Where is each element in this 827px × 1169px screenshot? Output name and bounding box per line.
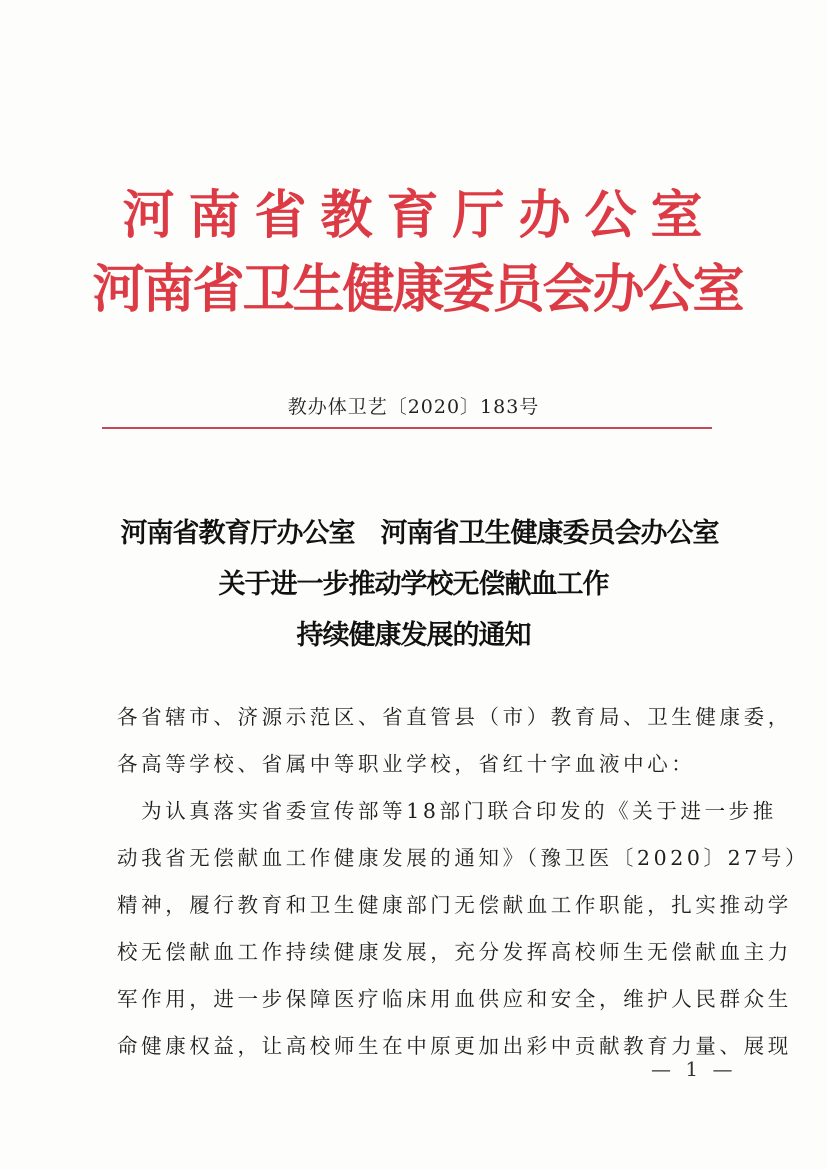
body-line: 军作用，进一步保障医疗临床用血供应和安全，维护人民群众生 [117, 987, 792, 1011]
body-line: 各省辖市、济源示范区、省直管县（市）教育局、卫生健康委， [117, 705, 792, 729]
body-line: 动我省无偿献血工作健康发展的通知》（豫卫医〔2020〕27号） [117, 846, 810, 870]
document-number: 教办体卫艺〔2020〕183号 [287, 396, 540, 418]
body-line: 各高等学校、省属中等职业学校，省红十字血液中心： [117, 752, 696, 776]
body-line: 为认真落实省委宣传部等18部门联合印发的《关于进一步推 [117, 799, 777, 823]
body-line: 校无偿献血工作持续健康发展，充分发挥高校师生无偿献血主力 [117, 940, 792, 964]
document-title-line-2: 关于进一步推动学校无偿献血工作 [218, 569, 609, 600]
document-title-line-3: 持续健康发展的通知 [296, 620, 531, 651]
issuer-header-line-1: 河南省教育厅办公室 [122, 185, 717, 246]
body-line: 命健康权益，让高校师生在中原更加出彩中贡献教育力量、展现 [117, 1034, 792, 1058]
issuer-header-line-2: 河南省卫生健康委员会办公室 [92, 259, 743, 320]
document-title-line-1: 河南省教育厅办公室 河南省卫生健康委员会办公室 [120, 518, 719, 549]
body-line: 精神，履行教育和卫生健康部门无偿献血工作职能，扎实推动学 [117, 893, 792, 917]
page-number: — 1 — [651, 1057, 737, 1081]
red-divider-line [102, 427, 712, 429]
